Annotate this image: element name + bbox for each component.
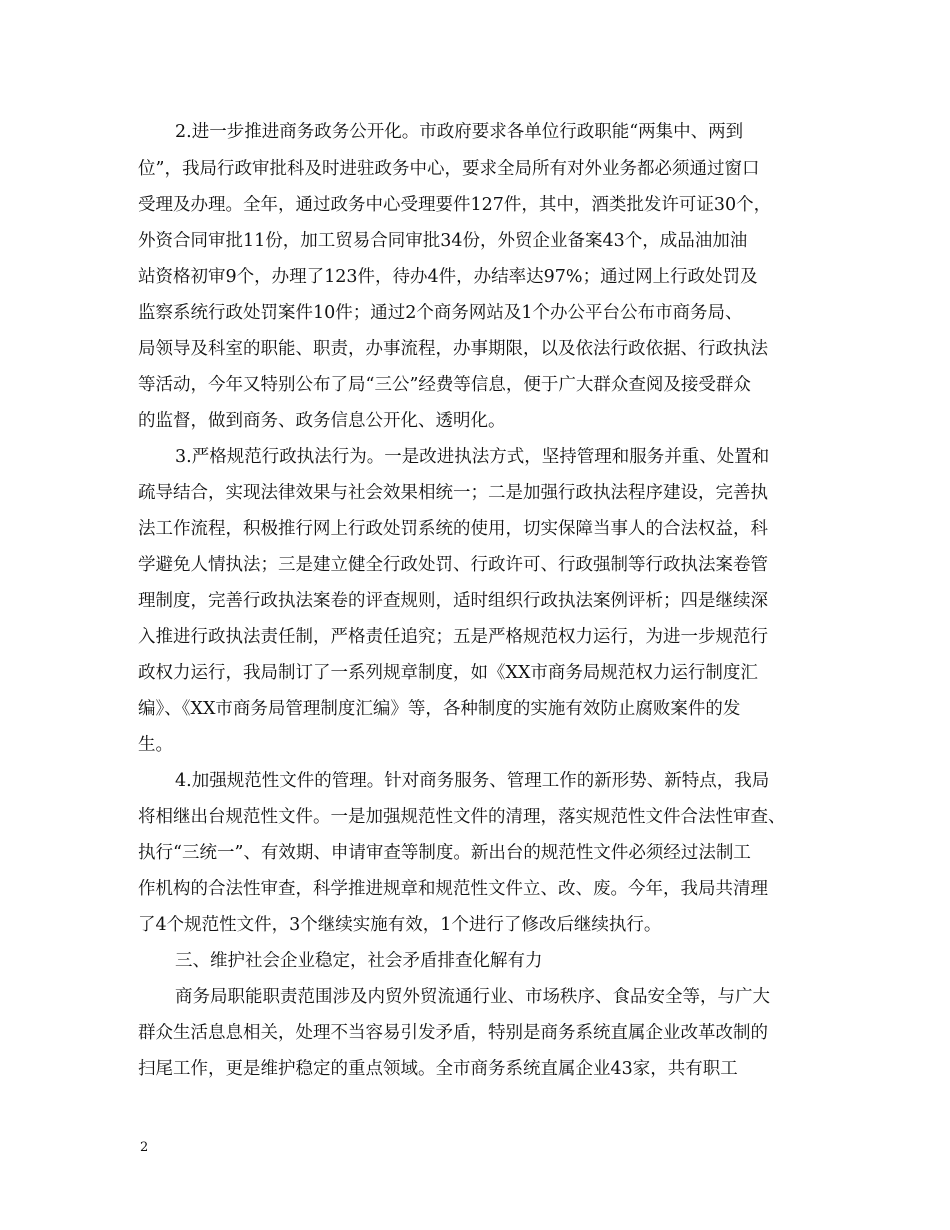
paragraph-line: 等活动，今年又特别公布了局“三公”经费等信息，便于广大群众查阅及接受群众: [138, 375, 751, 395]
paragraph-line: 的监督，做到商务、政务信息公开化、透明化。: [138, 411, 506, 431]
paragraph-line: 位”，我局行政审批科及时进驻政务中心，要求全局所有对外业务都必须通过窗口: [138, 159, 760, 179]
paragraph-line: 2.进一步推进商务政务公开化。市政府要求各单位行政职能“两集中、两到: [175, 122, 744, 142]
paragraph-line: 政权力运行，我局制订了一系列规章制度，如《XX市商务局规范权力运行制度汇: [138, 663, 758, 683]
paragraph-line: 4.加强规范性文件的管理。针对商务服务、管理工作的新形势、新特点，我局: [175, 771, 770, 791]
paragraph-line: 扫尾工作，更是维护稳定的重点领域。全市商务系统直属企业43家，共有职工: [138, 1059, 738, 1079]
paragraph-line: 局领导及科室的职能、职责，办事流程，办事期限，以及依法行政依据、行政执法: [138, 339, 768, 359]
paragraph-line: 商务局职能职责范围涉及内贸外贸流通行业、市场秩序、食品安全等，与广大: [175, 987, 770, 1007]
paragraph-line: 外资合同审批11份，加工贸易合同审批34份，外贸企业备案43个，成品油加油: [138, 231, 748, 251]
paragraph-line: 站资格初审9个，办理了123件，待办4件，办结率达97%；通过网上行政处罚及: [138, 267, 758, 287]
paragraph-line: 将相继出台规范性文件。一是加强规范性文件的清理，落实规范性文件合法性审查、: [138, 807, 786, 827]
paragraph-line: 群众生活息息相关，处理不当容易引发矛盾，特别是商务系统直属企业改革改制的: [138, 1023, 768, 1043]
paragraph-line: 理制度，完善行政执法案卷的评查规则，适时组织行政执法案例评析；四是继续深: [138, 591, 768, 611]
paragraph-line: 疏导结合，实现法律效果与社会效果相统一；二是加强行政执法程序建设，完善执: [138, 483, 768, 503]
paragraph-line: 入推进行政执法责任制，严格责任追究；五是严格规范权力运行，为进一步规范行: [138, 627, 768, 647]
paragraph-line: 3.严格规范行政执法行为。一是改进执法方式，坚持管理和服务并重、处置和: [175, 447, 770, 467]
page-number: 2: [140, 1140, 149, 1155]
paragraph-line: 生。: [138, 735, 173, 755]
paragraph-line: 受理及办理。全年，通过政务中心受理要件127件，其中，酒类批发许可证30个，: [138, 195, 772, 215]
paragraph-line: 编》、《XX市商务局管理制度汇编》等，各种制度的实施有效防止腐败案件的发: [138, 699, 741, 719]
paragraph-line: 学避免人情执法；三是建立健全行政处罚、行政许可、行政强制等行政执法案卷管: [138, 555, 768, 575]
paragraph-line: 法工作流程，积极推行网上行政处罚系统的使用，切实保障当事人的合法权益，科: [138, 519, 768, 539]
section-heading: 三、维护社会企业稳定，社会矛盾排查化解有力: [175, 951, 543, 971]
paragraph-line: 监察系统行政处罚案件10件；通过2个商务网站及1个办公平台公布市商务局、: [138, 303, 743, 323]
paragraph-line: 执行“三统一”、有效期、申请审查等制度。新出台的规范性文件必须经过法制工: [138, 843, 751, 863]
paragraph-line: 作机构的合法性审查，科学推进规章和规范性文件立、改、废。今年，我局共清理: [138, 879, 768, 899]
paragraph-line: 了4个规范性文件，3个继续实施有效，1个进行了修改后继续执行。: [138, 915, 662, 935]
